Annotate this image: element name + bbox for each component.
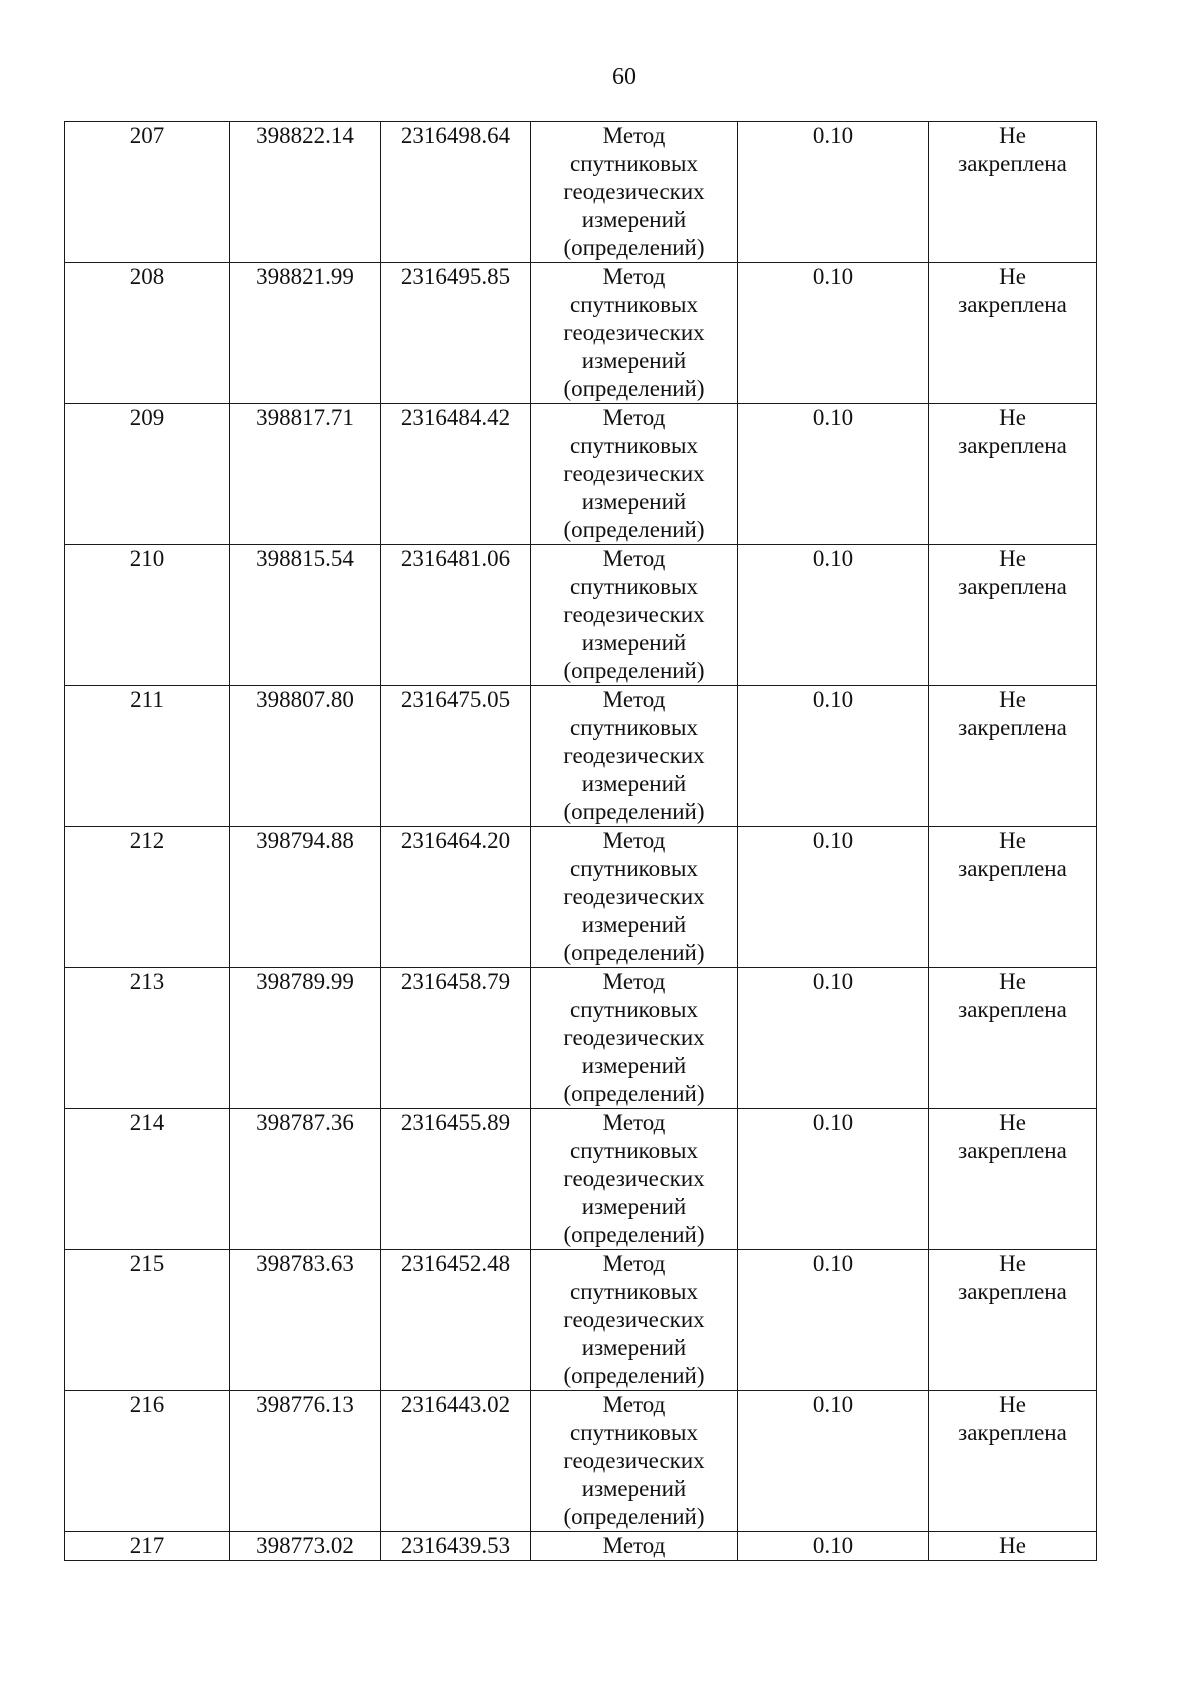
fixation-line: Не — [999, 1533, 1026, 1558]
table-row — [65, 968, 1097, 1109]
fixation-line: закреплена — [958, 1279, 1067, 1304]
coordinates-table-body — [65, 122, 1097, 1561]
method-line: измерений — [581, 1476, 687, 1501]
fixation-cell — [929, 1109, 1097, 1250]
method-cell — [531, 1391, 738, 1532]
coordinate-y-cell: 2316458.79 — [381, 968, 531, 1109]
coordinate-x-cell: 398794.88 — [230, 827, 381, 968]
coordinate-y-cell: 2316455.89 — [381, 1109, 531, 1250]
coordinate-x-cell: 398817.71 — [230, 404, 381, 545]
point-number-cell: 216 — [65, 1391, 230, 1532]
method-line: Метод — [602, 123, 666, 148]
point-number-cell: 211 — [65, 686, 230, 827]
fixation-line: Не — [999, 828, 1026, 853]
method-line: Метод — [602, 405, 666, 430]
method-line: спутниковых — [569, 997, 698, 1022]
method-line: спутниковых — [569, 715, 698, 740]
method-line: спутниковых — [569, 433, 698, 458]
method-line: Метод — [602, 687, 666, 712]
fixation-line: закреплена — [958, 151, 1067, 176]
point-number-cell: 210 — [65, 545, 230, 686]
point-number-cell: 209 — [65, 404, 230, 545]
method-line: геодезических — [563, 1025, 705, 1050]
table-row — [65, 1250, 1097, 1391]
method-line: Метод — [602, 1533, 666, 1558]
accuracy-cell: 0.10 — [738, 686, 929, 827]
fixation-line: Не — [999, 264, 1026, 289]
table-row — [65, 263, 1097, 404]
method-line: Метод — [602, 969, 666, 994]
coordinate-x-cell: 398783.63 — [230, 1250, 381, 1391]
fixation-cell — [929, 263, 1097, 404]
fixation-line: закреплена — [958, 433, 1067, 458]
method-line: измерений — [581, 489, 687, 514]
accuracy-cell: 0.10 — [738, 404, 929, 545]
coordinate-x-cell: 398822.14 — [230, 122, 381, 263]
method-line: измерений — [581, 912, 687, 937]
method-line: геодезических — [563, 1307, 705, 1332]
method-line: Метод — [602, 546, 666, 571]
method-line: геодезических — [563, 884, 705, 909]
coordinate-y-cell: 2316498.64 — [381, 122, 531, 263]
method-line: измерений — [581, 1053, 687, 1078]
fixation-line: закреплена — [958, 856, 1067, 881]
method-line: измерений — [581, 1335, 687, 1360]
fixation-line: закреплена — [958, 292, 1067, 317]
method-line: измерений — [581, 348, 687, 373]
method-line: спутниковых — [569, 292, 698, 317]
coordinate-y-cell: 2316439.53 — [381, 1532, 531, 1561]
method-line: спутниковых — [569, 1420, 698, 1445]
method-line: (определений) — [563, 376, 705, 401]
method-line: спутниковых — [569, 151, 698, 176]
fixation-cell — [929, 1532, 1097, 1561]
table-row — [65, 1391, 1097, 1532]
method-line: (определений) — [563, 799, 705, 824]
method-line: спутниковых — [569, 856, 698, 881]
coordinate-y-cell: 2316495.85 — [381, 263, 531, 404]
fixation-cell — [929, 1250, 1097, 1391]
method-line: (определений) — [563, 658, 705, 683]
coordinate-y-cell: 2316452.48 — [381, 1250, 531, 1391]
method-cell — [531, 263, 738, 404]
accuracy-cell: 0.10 — [738, 545, 929, 686]
fixation-line: Не — [999, 405, 1026, 430]
method-cell — [531, 545, 738, 686]
method-cell — [531, 827, 738, 968]
table-row — [65, 404, 1097, 545]
method-cell — [531, 404, 738, 545]
fixation-cell — [929, 827, 1097, 968]
accuracy-cell: 0.10 — [738, 827, 929, 968]
method-line: спутниковых — [569, 574, 698, 599]
method-line: измерений — [581, 771, 687, 796]
coordinates-table — [64, 121, 1097, 1561]
point-number-cell: 207 — [65, 122, 230, 263]
coordinate-x-cell: 398787.36 — [230, 1109, 381, 1250]
page-number: 60 — [612, 64, 636, 90]
point-number-cell: 217 — [65, 1532, 230, 1561]
coordinate-y-cell: 2316464.20 — [381, 827, 531, 968]
fixation-line: Не — [999, 1110, 1026, 1135]
accuracy-cell: 0.10 — [738, 968, 929, 1109]
method-cell — [531, 122, 738, 263]
method-line: Метод — [602, 264, 666, 289]
method-line: Метод — [602, 1251, 666, 1276]
method-line: Метод — [602, 1392, 666, 1417]
fixation-cell — [929, 122, 1097, 263]
point-number-cell: 212 — [65, 827, 230, 968]
coordinate-y-cell: 2316484.42 — [381, 404, 531, 545]
method-cell — [531, 968, 738, 1109]
point-number-cell: 215 — [65, 1250, 230, 1391]
table-row — [65, 686, 1097, 827]
fixation-line: Не — [999, 1392, 1026, 1417]
method-line: (определений) — [563, 1363, 705, 1388]
table-row — [65, 1109, 1097, 1250]
method-line: Метод — [602, 828, 666, 853]
method-line: геодезических — [563, 1448, 705, 1473]
accuracy-cell: 0.10 — [738, 1109, 929, 1250]
fixation-line: Не — [999, 546, 1026, 571]
method-line: измерений — [581, 630, 687, 655]
method-line: Метод — [602, 1110, 666, 1135]
fixation-line: закреплена — [958, 1420, 1067, 1445]
method-line: геодезических — [563, 320, 705, 345]
table-row — [65, 1532, 1097, 1561]
fixation-line: закреплена — [958, 715, 1067, 740]
table-row — [65, 827, 1097, 968]
fixation-line: закреплена — [958, 997, 1067, 1022]
method-line: (определений) — [563, 1504, 705, 1529]
coordinate-x-cell: 398789.99 — [230, 968, 381, 1109]
fixation-line: Не — [999, 687, 1026, 712]
accuracy-cell: 0.10 — [738, 122, 929, 263]
coordinate-x-cell: 398815.54 — [230, 545, 381, 686]
table-row — [65, 122, 1097, 263]
method-line: (определений) — [563, 940, 705, 965]
fixation-cell — [929, 968, 1097, 1109]
fixation-cell — [929, 404, 1097, 545]
method-line: геодезических — [563, 461, 705, 486]
method-line: геодезических — [563, 1166, 705, 1191]
method-line: (определений) — [563, 517, 705, 542]
accuracy-cell: 0.10 — [738, 1532, 929, 1561]
point-number-cell: 214 — [65, 1109, 230, 1250]
fixation-line: закреплена — [958, 1138, 1067, 1163]
fixation-cell — [929, 545, 1097, 686]
method-line: (определений) — [563, 1081, 705, 1106]
point-number-cell: 208 — [65, 263, 230, 404]
coordinate-y-cell: 2316481.06 — [381, 545, 531, 686]
method-line: геодезических — [563, 602, 705, 627]
fixation-cell — [929, 1391, 1097, 1532]
method-line: (определений) — [563, 235, 705, 260]
coordinate-x-cell: 398807.80 — [230, 686, 381, 827]
fixation-line: Не — [999, 969, 1026, 994]
method-line: спутниковых — [569, 1138, 698, 1163]
fixation-line: закреплена — [958, 574, 1067, 599]
coordinate-y-cell: 2316443.02 — [381, 1391, 531, 1532]
method-cell — [531, 1532, 738, 1561]
method-line: (определений) — [563, 1222, 705, 1247]
fixation-cell — [929, 686, 1097, 827]
method-line: геодезических — [563, 179, 705, 204]
method-line: спутниковых — [569, 1279, 698, 1304]
coordinate-x-cell: 398821.99 — [230, 263, 381, 404]
method-cell — [531, 1250, 738, 1391]
point-number-cell: 213 — [65, 968, 230, 1109]
accuracy-cell: 0.10 — [738, 1250, 929, 1391]
fixation-line: Не — [999, 123, 1026, 148]
method-line: измерений — [581, 1194, 687, 1219]
table-row — [65, 545, 1097, 686]
method-cell — [531, 1109, 738, 1250]
method-line: геодезических — [563, 743, 705, 768]
method-cell — [531, 686, 738, 827]
coordinate-x-cell: 398776.13 — [230, 1391, 381, 1532]
method-line: измерений — [581, 207, 687, 232]
coordinate-x-cell: 398773.02 — [230, 1532, 381, 1561]
fixation-line: Не — [999, 1251, 1026, 1276]
coordinate-y-cell: 2316475.05 — [381, 686, 531, 827]
accuracy-cell: 0.10 — [738, 263, 929, 404]
accuracy-cell: 0.10 — [738, 1391, 929, 1532]
